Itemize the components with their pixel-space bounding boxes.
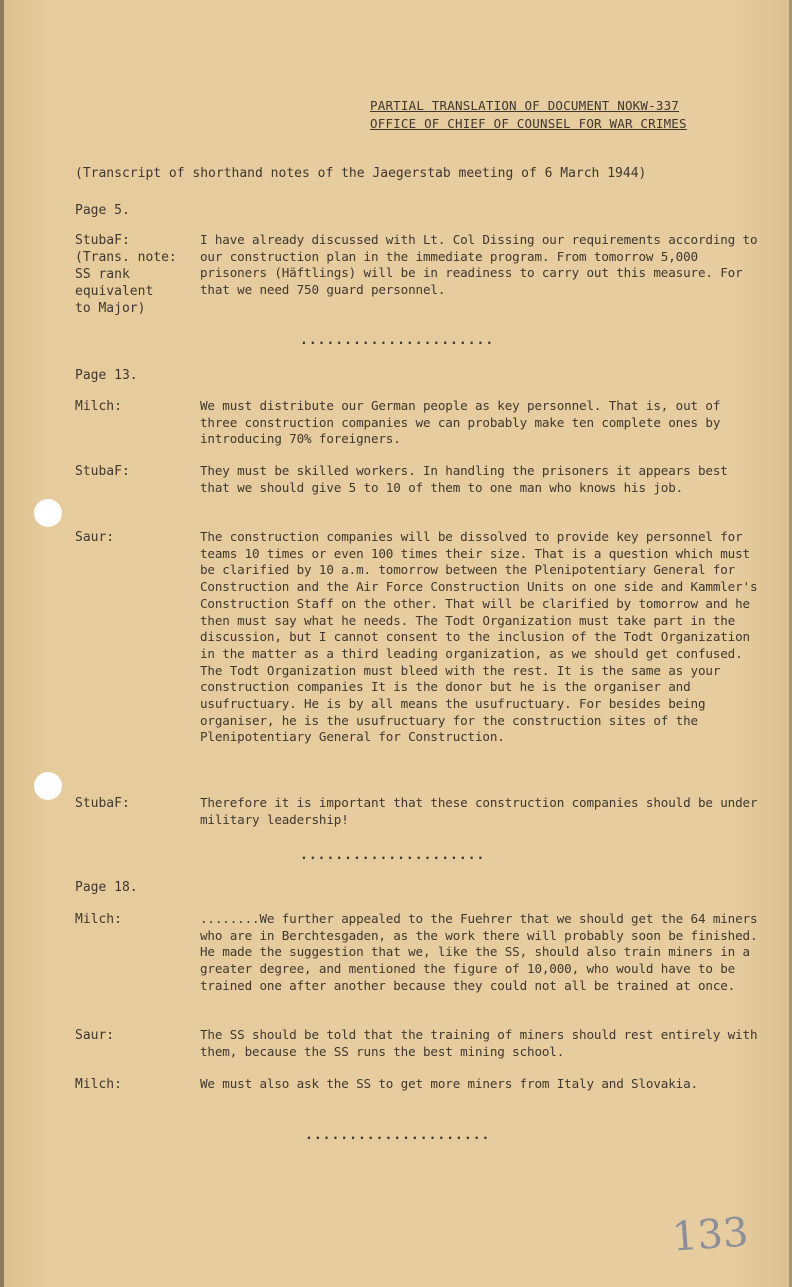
section-separator: ..................... (300, 848, 486, 863)
speaker-label: Milch: (75, 1077, 122, 1092)
speaker-label: Saur: (75, 1028, 115, 1043)
speaker-label: StubaF: (75, 796, 130, 811)
page-label: Page 18. (75, 880, 138, 895)
scan-left-edge (0, 0, 4, 1287)
page-label: Page 13. (75, 368, 138, 383)
statement-text: They must be skilled workers. In handling the prisoners it appears best that we should give 5 to 10 of them to one man who knows his job. (200, 463, 728, 495)
punch-hole (34, 499, 62, 527)
statement-text: ........We further appealed to the Fuehrer that we should get the 64 miners who are in Berchtesgaden, as the work there will probably soon be finished. He made the suggestion that we, like the SS, should also train miners in a greater degree, and mentioned the figure of 10,000, who would have to be trained one after another because they could not all be trained at once. (200, 911, 758, 993)
statement-text: The SS should be told that the training of miners should rest entirely with them, because the SS runs the best mining school. (200, 1027, 758, 1059)
handwritten-page-number: 133 (670, 1209, 750, 1261)
speaker-label: StubaF: (75, 464, 130, 479)
statement-text: The construction companies will be dissolved to provide key personnel for teams 10 times or even 100 times their size. That is a question which must be clarified by 10 a.m. tomorrow between the Plenipotentiary General for Construction and the Air Force Construction Units on one side and Kammler's Construction Staff on the other. That will be clarified by tomorrow and he then must say what he needs. The Todt Organization must take part in the discussion, but I cannot consent to the inclusion of the Todt Organization in the matter as a third leading organization, as we should get confused. The Todt Organization must bleed with the rest. It is the same as your construction companies It is the donor but he is the organiser and usufructuary. He is by all means the usufructuary. For besides being organiser, he is the usufructuary for the construction sites of the Plenipotentiary General for Construction. (200, 529, 758, 745)
header-line-2: OFFICE OF CHIEF OF COUNSEL FOR WAR CRIMES (370, 116, 687, 131)
header-line-1: PARTIAL TRANSLATION OF DOCUMENT NOKW-337 (370, 98, 680, 113)
page-label: Page 5. (75, 203, 130, 218)
statement-text: We must also ask the SS to get more miners from Italy and Slovakia. (200, 1076, 698, 1091)
speaker-label: Milch: (75, 399, 122, 414)
section-separator: ...................... (300, 333, 495, 348)
speaker-label: StubaF: (Trans. note: SS rank equivalent to Major) (75, 233, 177, 316)
speaker-label: Milch: (75, 912, 122, 927)
statement-text: Therefore it is important that these construction companies should be under military leadership! (200, 795, 758, 827)
section-separator: ..................... (305, 1128, 491, 1143)
punch-hole (34, 772, 62, 800)
speaker-label: Saur: (75, 530, 115, 545)
statement-text: We must distribute our German people as key personnel. That is, out of three construction companies we can probably make ten complete ones by introducing 70% foreigners. (200, 398, 721, 447)
statement-text: I have already discussed with Lt. Col Dissing our requirements according to our construction plan in the immediate program. From tomorrow 5,000 prisoners (Häftlings) will be in readiness to carry out this measure. For that we need 750 guard personnel. (200, 232, 758, 298)
intro-transcript-note: (Transcript of shorthand notes of the Jaegerstab meeting of 6 March 1944) (75, 166, 647, 181)
